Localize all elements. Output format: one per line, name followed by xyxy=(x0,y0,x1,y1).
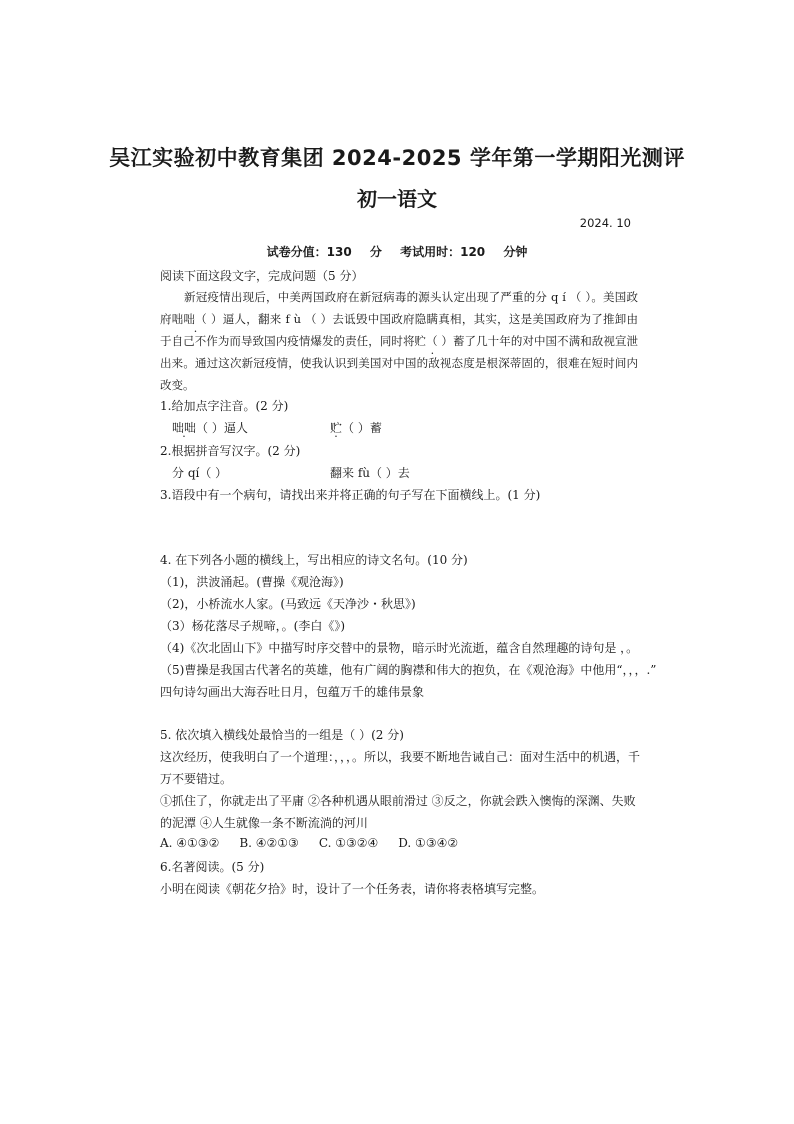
q1-item1-blank: （ ）逼人 xyxy=(196,421,248,435)
exam-title: 吴江实验初中教育集团 2024-2025 学年第一学期阳光测评 xyxy=(109,146,685,170)
q4-line-4: （4)《次北固山下》中描写时序交替中的景物，暗示时光流逝，蕴含自然理趣的诗句是 ，。 xyxy=(160,641,639,655)
q1-dotted-char-zhu: 贮 xyxy=(330,421,343,435)
passage-part-c: （ ）蓄了几十年的对中国不满和敌视宣泄出来。通过这次新冠疫情，使我认识到美国对中国的敌视态度是根深蒂固的，很难在短时间内改变。 xyxy=(160,334,639,392)
q1-label: 1.给加点字注音。(2 分) xyxy=(160,399,289,413)
q4-label: 4. 在下列各小题的横线上，写出相应的诗文名句。(10 分) xyxy=(160,553,468,567)
q5-option-d: D. ①③④② xyxy=(398,836,459,850)
q5-option-a: A. ④①③② xyxy=(160,836,220,850)
q2-item1: 分 qí（ ） xyxy=(172,466,228,480)
dotted-char-zhu: 贮 xyxy=(414,334,427,348)
passage-part-b: （ ）逼人，翻来 f ù （ ）去诋毁中国政府隐瞒真相，其实，这是美国政府为了推卸由于自己不作为而导致国内疫情爆发的责任，同时将 xyxy=(160,312,639,348)
exam-subject: 初一语文 xyxy=(357,187,437,211)
q5-label: 5. 依次填入横线处最恰当的一组是（ ）(2 分) xyxy=(160,728,404,742)
exam-date: 2024. 10 xyxy=(579,216,631,230)
q5-stem-2: 万不要错过。 xyxy=(160,772,233,786)
q4-line-2: （2)，小桥流水人家。(马致远《天净沙・秋思》) xyxy=(160,597,416,611)
q4-line-6: 四句诗勾画出大海吞吐日月，包蕴万千的雄伟景象 xyxy=(160,685,425,699)
q6-label: 6.名著阅读。(5 分) xyxy=(160,860,265,874)
exam-info xyxy=(0,243,794,260)
q1-item1 xyxy=(172,419,248,436)
q5-choices-1: ①抓住了，你就走出了平庸 ②各种机遇从眼前滑过 ③反之，你就会跌入懊悔的深渊、失败 xyxy=(160,794,636,808)
q1-item2-blank: （ ）蓄 xyxy=(342,421,382,435)
q2-label: 2.根据拼音写汉字。(2 分) xyxy=(160,444,301,458)
reading-passage xyxy=(160,286,638,396)
q4-line-5: （5)曹操是我国古代著名的英雄，他有广阔的胸襟和伟大的抱负，在《观沧海》中他用“，，，.” xyxy=(160,663,657,677)
passage-part-a: 新冠疫情出现后，中美两国政府在新冠病毒的源头认定出现了严重的分 q í （ ）。美国政府 xyxy=(160,290,638,326)
q5-option-c: C. ①③②④ xyxy=(318,836,379,850)
q5-option-b: B. ④②①③ xyxy=(239,836,299,850)
q1-dotted-char-duoduo: 咄咄 xyxy=(172,421,197,435)
reading-intro: 阅读下面这段文字，完成问题（5 分） xyxy=(160,269,364,283)
time-info: 考试用时：120 分钟 xyxy=(400,245,528,259)
dotted-char-duoduo: 咄咄 xyxy=(171,312,196,326)
score-info: 试卷分值：130 分 xyxy=(266,245,382,259)
q5-choices-2: 的泥潭 ④人生就像一条不断流淌的河川 xyxy=(160,816,368,830)
q5-options xyxy=(160,836,478,850)
q4-line-3: （3）杨花落尽子规啼，。(李白《》) xyxy=(160,619,345,633)
q1-item2 xyxy=(330,419,382,436)
q4-line-1: （1)，洪波涌起。(曹操《观沧海》) xyxy=(160,575,344,589)
q3-label: 3.语段中有一个病句，请找出来并将正确的句子写在下面横线上。(1 分) xyxy=(160,488,541,502)
q2-item2: 翻来 fù（ ）去 xyxy=(330,466,410,480)
q6-stem: 小明在阅读《朝花夕拾》时，设计了一个任务表，请你将表格填写完整。 xyxy=(160,882,545,896)
q5-stem-1: 这次经历，使我明白了一个道理：，，，。所以，我要不断地告诫自己：面对生活中的机遇，千 xyxy=(160,750,641,764)
